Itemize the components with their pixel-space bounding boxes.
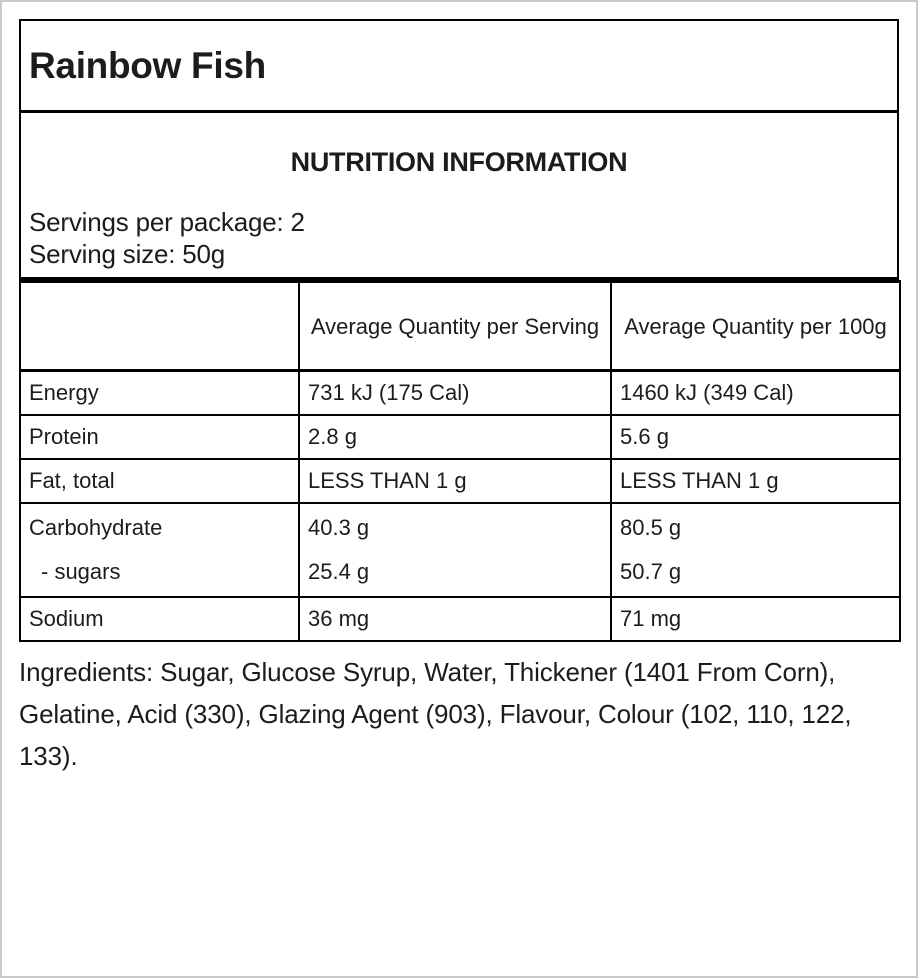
header-nutrient <box>20 282 299 371</box>
serving-size: Serving size: 50g <box>29 239 226 269</box>
nutrient-name: Energy <box>20 371 299 416</box>
per-serving-value: 731 kJ (175 Cal) <box>299 371 611 416</box>
header-per-serving: Average Quantity per Serving <box>299 282 611 371</box>
nutrition-panel <box>19 19 899 642</box>
nutrient-name: Carbohydrate <box>29 515 163 540</box>
table-row-energy <box>20 371 900 416</box>
table-row-protein <box>20 415 900 459</box>
per-100g-value: 71 mg <box>611 597 900 641</box>
nutrient-name: Protein <box>20 415 299 459</box>
sub-nutrient-name: - sugars <box>41 559 121 584</box>
nutrient-name-cell <box>20 503 299 597</box>
per-serving-value: 36 mg <box>299 597 611 641</box>
nutrition-info-box <box>19 113 899 280</box>
sub-per-serving-value: 25.4 g <box>308 559 370 584</box>
product-title-box <box>19 19 899 113</box>
table-header-row <box>20 282 900 371</box>
per-serving-cell <box>299 503 611 597</box>
ingredients-text: Ingredients: Sugar, Glucose Syrup, Water, Thickener (1401 From Corn), Gelatine, Acid (330), Glazing Agent (903), Flavour, Colour (102, 110, 122, 133). <box>19 657 852 771</box>
per-serving-value: 40.3 g <box>308 515 370 540</box>
nutrient-name: Sodium <box>20 597 299 641</box>
per-100g-value: 1460 kJ (349 Cal) <box>611 371 900 416</box>
table-row-fat <box>20 459 900 503</box>
table-row-sodium <box>20 597 900 641</box>
nutrient-name: Fat, total <box>20 459 299 503</box>
sub-per-100g-value: 50.7 g <box>620 559 682 584</box>
per-100g-value: 80.5 g <box>620 515 682 540</box>
table-row-carbohydrate <box>20 503 900 597</box>
per-serving-value: 2.8 g <box>299 415 611 459</box>
header-per-100g: Average Quantity per 100g <box>611 282 900 371</box>
nutrition-table <box>19 280 901 642</box>
servings-per-package: Servings per package: 2 <box>29 207 305 237</box>
per-100g-value: 5.6 g <box>611 415 900 459</box>
nutrition-heading: NUTRITION INFORMATION <box>290 147 628 177</box>
per-100g-value: LESS THAN 1 g <box>611 459 900 503</box>
product-title: Rainbow Fish <box>29 44 266 86</box>
per-serving-value: LESS THAN 1 g <box>299 459 611 503</box>
per-100g-cell <box>611 503 900 597</box>
